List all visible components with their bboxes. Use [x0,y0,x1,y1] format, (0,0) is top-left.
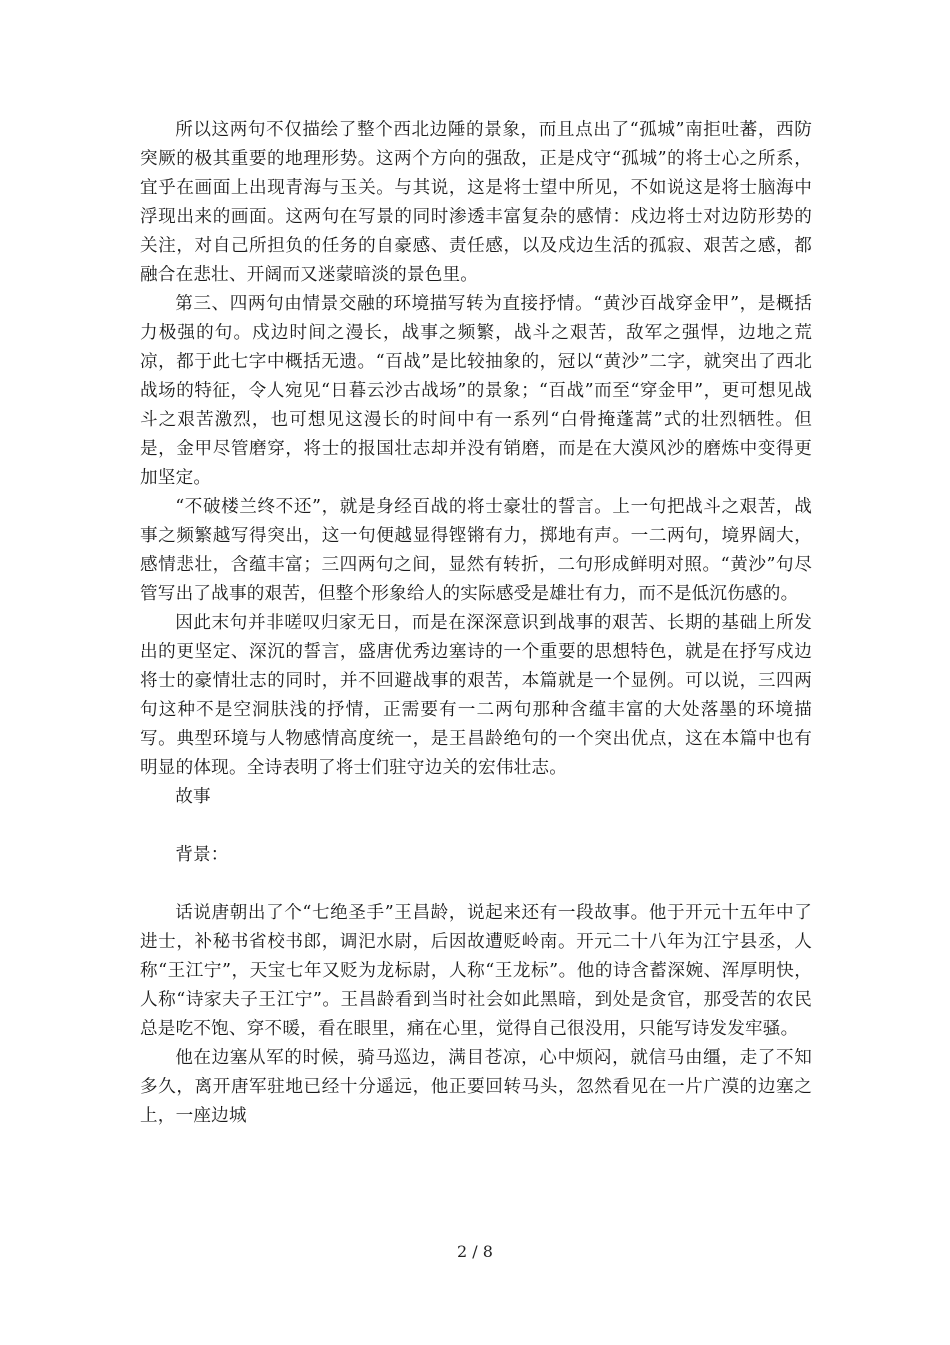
paragraph: 因此末句并非嗟叹归家无日，而是在深深意识到战事的艰苦、长期的基础上所发出的更坚定、深沉的誓言，盛唐优秀边塞诗的一个重要的思想特色，就是在抒写戍边将士的豪情壮志的同时，并不回避战事的艰苦，本篇就是一个显例。可以说，三四两句这种不是空洞肤浅的抒情，正需要有一二两句那种含蕴丰富的大处落墨的环境描写。典型环境与人物感情高度统一，是王昌龄绝句的一个突出优点，这在本篇中也有明显的体现。全诗表明了将士们驻守边关的宏伟壮志。 [140,613,812,778]
document-body [140,116,812,1131]
paragraph: 第三、四两句由情景交融的环境描写转为直接抒情。“黄沙百战穿金甲”，是概括力极强的句。戍边时间之漫长，战事之频繁，战斗之艰苦，敌军之强悍，边地之荒凉，都于此七字中概括无遗。“百战”是比较抽象的，冠以“黄沙”二字，就突出了西北战场的特征，令人宛见“日暮云沙古战场”的景象；“百战”而至“穿金甲”，更可想见战斗之艰苦激烈，也可想见这漫长的时间中有一系列“白骨掩蓬蒿”式的壮烈牺牲。但是，金甲尽管磨穿，将士的报国壮志却并没有销磨，而是在大漠风沙的磨炼中变得更加坚定。 [140,294,812,488]
section-heading-background: 背景： [175,845,229,865]
section-heading-story: 故事 [175,787,211,807]
page-number: 2 / 8 [457,1242,493,1261]
paragraph: 他在边塞从军的时候，骑马巡边，满目苍凉，心中烦闷，就信马由缰，走了不知多久，离开唐军驻地已经十分遥远，他正要回转马头，忽然看见在一片广漠的边塞之上，一座边城 [140,1048,812,1126]
paragraph: 所以这两句不仅描绘了整个西北边陲的景象，而且点出了“孤城”南拒吐蕃，西防突厥的极其重要的地理形势。这两个方向的强敌，正是戍守“孤城”的将士心之所系，宜乎在画面上出现青海与玉关。与其说，这是将士望中所见，不如说这是将士脑海中浮现出来的画面。这两句在写景的同时渗透丰富复杂的感情：戍边将士对边防形势的关注，对自己所担负的任务的自豪感、责任感，以及戍边生活的孤寂、艰苦之感，都融合在悲壮、开阔而又迷蒙暗淡的景色里。 [140,120,812,285]
paragraph: 话说唐朝出了个“七绝圣手”王昌龄，说起来还有一段故事。他于开元十五年中了进士，补秘书省校书郎，调汜水尉，后因故遭贬岭南。开元二十八年为江宁县丞，人称“王江宁”，天宝七年又贬为龙标尉，人称“王龙标”。他的诗含蓄深婉、浑厚明快，人称“诗家夫子王江宁”。王昌龄看到当时社会如此黑暗，到处是贪官，那受苦的农民总是吃不饱、穿不暖，看在眼里，痛在心里，觉得自己很没用，只能写诗发发牢骚。 [140,903,812,1039]
paragraph: “不破楼兰终不还”，就是身经百战的将士豪壮的誓言。上一句把战斗之艰苦，战事之频繁越写得突出，这一句便越显得铿锵有力，掷地有声。一二两句，境界阔大，感情悲壮，含蕴丰富；三四两句之间，显然有转折，二句形成鲜明对照。“黄沙”句尽管写出了战事的艰苦，但整个形象给人的实际感受是雄壮有力，而不是低沉伤感的。 [140,497,812,604]
